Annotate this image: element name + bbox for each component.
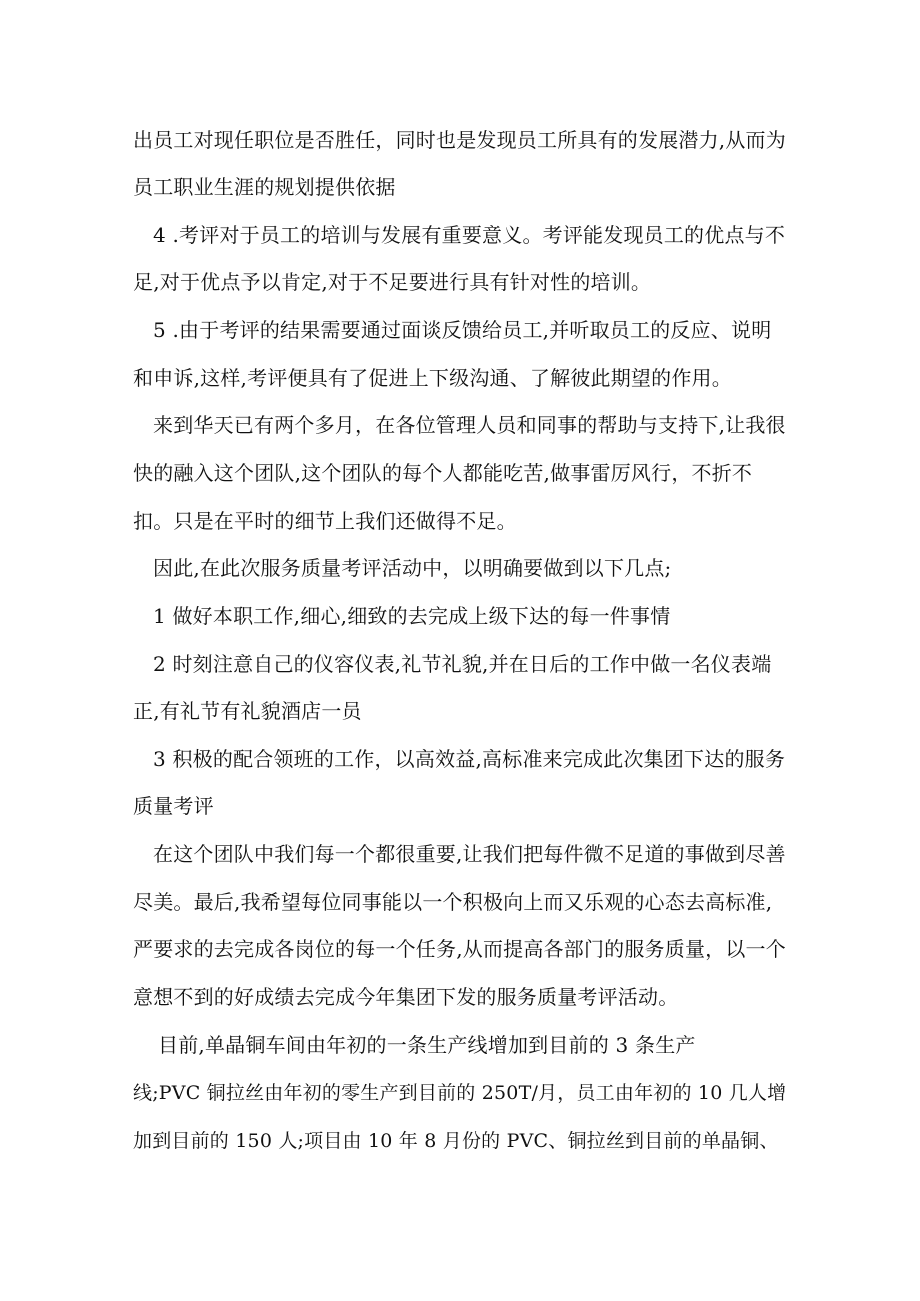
text-line: 因此,在此次服务质量考评活动中，以明确要做到以下几点;	[153, 556, 672, 580]
text-line: 线;PVC 铜拉丝由年初的零生产到目前的 250T/月，员工由年初的 10 几人增	[133, 1082, 787, 1104]
text-line: 正,有礼节有礼貌酒店一员	[133, 699, 362, 723]
text-line: 3 积极的配合领班的工作，以高效益,高标准来完成此次集团下达的服务	[153, 747, 786, 771]
text-line: 在这个团队中我们每一个都很重要,让我们把每件微不足道的事做到尽善	[153, 842, 786, 866]
text-line: 4 .考评对于员工的培训与发展有重要意义。考评能发现员工的优点与不	[153, 223, 786, 247]
text-line: 和申诉,这样,考评便具有了促进上下级沟通、了解彼此期望的作用。	[133, 366, 732, 390]
text-line: 员工职业生涯的规划提供依据	[133, 175, 396, 199]
text-line: 扣。只是在平时的细节上我们还做得不足。	[133, 509, 517, 533]
text-line: 尽美。最后,我希望每位同事能以一个积极向上而又乐观的心态去高标准,	[133, 890, 773, 914]
text-line: 5 .由于考评的结果需要通过面谈反馈给员工,并听取员工的反应、说明	[153, 318, 772, 342]
text-line: 快的融入这个团队,这个团队的每个人都能吃苦,做事雷厉风行，不折不	[133, 461, 753, 485]
text-line: 来到华天已有两个多月，在各位管理人员和同事的帮助与支持下,让我很	[153, 413, 786, 437]
text-line: 1 做好本职工作,细心,细致的去完成上级下达的每一件事情	[153, 604, 671, 628]
text-line: 质量考评	[133, 794, 214, 818]
text-line: 目前,单晶铜车间由年初的一条生产线增加到目前的 3 条生产	[158, 1033, 696, 1057]
text-line: 2 时刻注意自己的仪容仪表,礼节礼貌,并在日后的工作中做一名仪表端	[153, 652, 772, 676]
text-line: 意想不到的好成绩去完成今年集团下发的服务质量考评活动。	[133, 985, 679, 1009]
text-line: 足,对于优点予以肯定,对于不足要进行具有针对性的培训。	[133, 270, 652, 294]
text-line: 出员工对现任职位是否胜任，同时也是发现员工所具有的发展潜力,从而为	[133, 128, 786, 152]
text-line: 严要求的去完成各岗位的每一个任务,从而提高各部门的服务质量，以一个	[133, 937, 786, 961]
text-line: 加到目前的 150 人;项目由 10 年 8 月份的 PVC、铜拉丝到目前的单晶铜、	[133, 1130, 779, 1152]
